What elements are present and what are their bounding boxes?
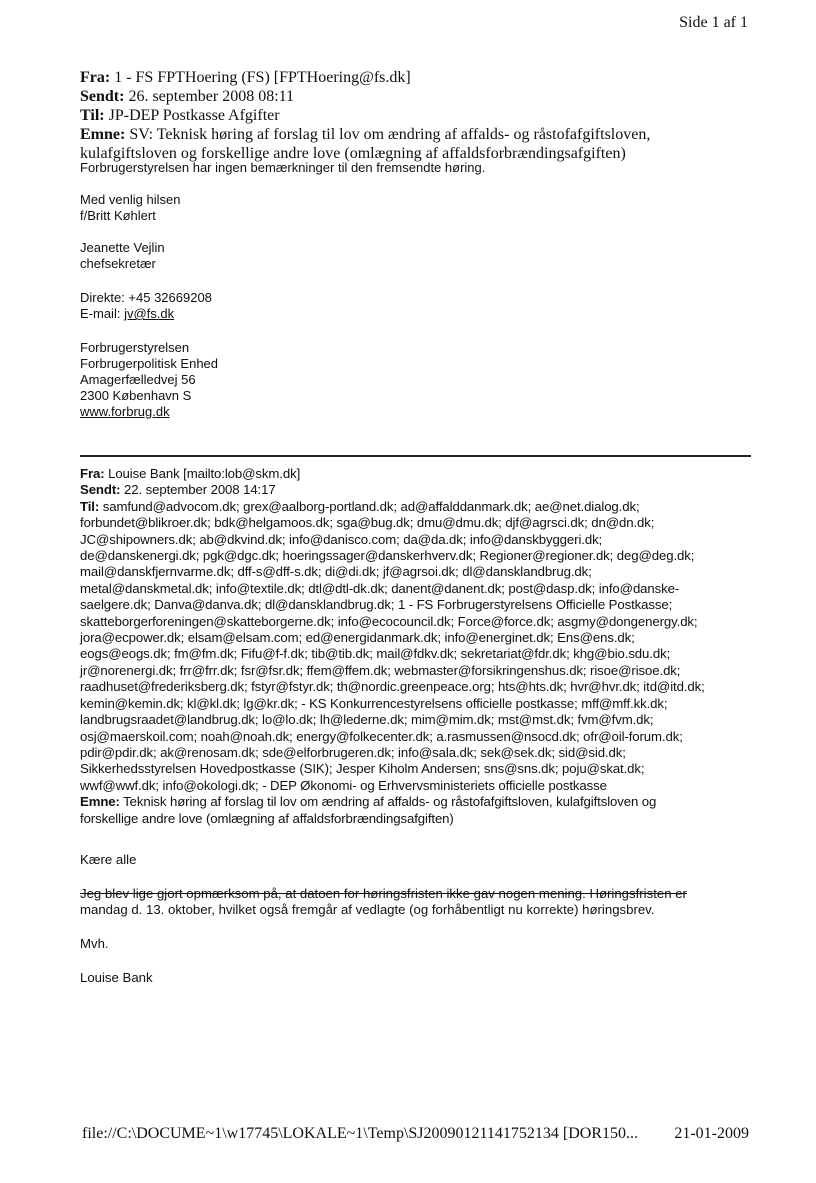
recipient-line: pdir@pdir.dk; ak@renosam.dk; sde@elforbrugeren.dk; info@sala.dk; sek@sek.dk; sid@sid.dk;: [80, 744, 626, 760]
to-label: Til:: [80, 107, 105, 124]
greeting-line: Med venlig hilsen: [80, 192, 181, 207]
from-label: Fra:: [80, 69, 111, 86]
orig-subject-value: Teknisk høring af forslag til lov om ændring af affalds- og råstofafgiftsloven, kulafgiftsloven og: [123, 794, 657, 810]
from-value: 1 - FS FPTHoering (FS) [FPTHoering@fs.dk]: [114, 69, 411, 86]
recipient-line: mail@danskfjernvarme.dk; dff-s@dff-s.dk; di@di.dk; jf@agrsoi.dk; dl@dansklandbrug.dk;: [80, 564, 592, 580]
recipient-line: raadhuset@frederiksberg.dk; fstyr@fstyr.dk; th@nordic.greenpeace.org; hts@hts.dk; hvr@hvr.dk; itd@itd.dk;: [80, 679, 705, 695]
street-address: Amagerfælledvej 56: [80, 372, 196, 387]
postal-address: 2300 København S: [80, 388, 192, 403]
signature-phone: Direkte: +45 32669208: [80, 290, 212, 305]
recipient-line: skatteborgerforeningen@skatteborgerne.dk; info@ecocouncil.dk; Force@force.dk; asgmy@dongenergy.dk;: [80, 613, 698, 629]
signature-name-block: [80, 240, 165, 272]
orig-subject-continuation: forskellige andre love (omlægning af affaldsforbrændingsafgiften): [80, 810, 454, 826]
email-label: E-mail:: [80, 306, 125, 321]
subject-value: SV: Teknisk høring af forslag til lov om ændring af affalds- og råstofafgiftsloven,: [129, 126, 651, 143]
message-paragraph: [80, 886, 687, 918]
sent-value: 26. september 2008 08:11: [128, 88, 295, 105]
page-number: Side 1 af 1: [679, 14, 748, 31]
recipient-line: Sikkerhedsstyrelsen Hovedpostkasse (SIK); Jesper Kiholm Andersen; sns@sns.dk; poju@skat.dk;: [80, 761, 645, 777]
orig-subject-row: [80, 794, 705, 810]
orig-subject-label: Emne:: [80, 794, 120, 810]
orig-sent-value: 22. september 2008 14:17: [124, 482, 276, 498]
recipient-line: landbrugsraadet@landbrug.dk; lo@lo.dk; lh@lederne.dk; mim@mim.dk; mst@mst.dk; fvm@fvm.dk;: [80, 712, 654, 728]
orig-from-row: [80, 466, 705, 482]
footer-file-path: file://C:\DOCUME~1\w17745\LOKALE~1\Temp\SJ20090121141752134 [DOR150...: [82, 1125, 639, 1142]
email-header-original: [80, 466, 705, 827]
greeting-signer: f/Britt Køhlert: [80, 208, 156, 223]
reply-text: Forbrugerstyrelsen har ingen bemærkninger til den fremsendte høring.: [80, 160, 486, 175]
recipient-line: forbundet@blikroer.dk; bdk@helgamoos.dk; sga@bug.dk; dmu@dmu.dk; djf@agrsci.dk; dn@dn.dk;: [80, 515, 655, 531]
recipient-line: saelgere.dk; Danva@danva.dk; dl@dansklandbrug.dk; 1 - FS Forbrugerstyrelsens Officielle Postkasse;: [80, 597, 673, 613]
signature-name: Jeanette Vejlin: [80, 240, 165, 255]
orig-from-label: Fra:: [80, 466, 105, 481]
subject-continuation: kulafgiftsloven og forskellige andre love (omlægning af affaldsforbrændingsafgiften): [80, 145, 626, 162]
recipient-line: metal@danskmetal.dk; info@textile.dk; dtl@dtl-dk.dk; danent@danent.dk; post@dasp.dk; info@danske-: [80, 580, 680, 596]
recipient-line: de@danskenergi.dk; pgk@dgc.dk; hoeringssager@danskerhverv.dk; Regioner@regioner.dk; deg@deg.dk;: [80, 548, 695, 564]
orig-sent-row: [80, 482, 705, 498]
org-unit: Forbrugerpolitisk Enhed: [80, 356, 219, 371]
recipient-line: eogs@eogs.dk; fm@fm.dk; Fifu@f-f.dk; tib@tib.dk; mail@fdkv.dk; sekretariat@fdr.dk; khg@bio.sdu.dk;: [80, 646, 671, 662]
recipient-line: jr@norenergi.dk; frr@frr.dk; fsr@fsr.dk; ffem@ffem.dk; webmaster@forsikringenshus.dk; risoe@risoe.dk;: [80, 662, 681, 678]
closing: Mvh.: [80, 936, 109, 951]
orig-from-value: Louise Bank [mailto:lob@skm.dk]: [108, 466, 301, 481]
signature-title: chefsekretær: [80, 256, 156, 271]
subject-row: [80, 125, 650, 144]
email-link[interactable]: jv@fs.dk: [124, 306, 175, 321]
message-divider: [80, 455, 751, 457]
recipient-line: wwf@wwf.dk; info@okologi.dk; - DEP Økonomi- og Erhvervsministeriets officielle postkasse: [80, 777, 607, 793]
recipient-line: osj@maerskoil.com; noah@noah.dk; energy@folkecenter.dk; a.rasmussen@nsocd.dk; ofr@oil-forum.dk;: [80, 728, 683, 744]
paragraph-line-struck: Jeg blev lige gjort opmærksom på, at datoen for høringsfristen ikke gav nogen mening. Høringsfristen er: [80, 886, 687, 901]
orig-sent-label: Sendt:: [80, 482, 121, 498]
from-row: [80, 68, 650, 87]
sent-label: Sendt:: [80, 88, 125, 105]
recipient-line: jora@ecpower.dk; elsam@elsam.com; ed@energidanmark.dk; info@energinet.dk; Ens@ens.dk;: [80, 630, 635, 646]
to-row: [80, 106, 650, 125]
signature-contact: [80, 290, 212, 322]
orig-to-row: [80, 499, 705, 515]
reply-greeting: [80, 192, 180, 224]
subject-label: Emne:: [80, 126, 126, 143]
recipient-line: JC@shipowners.dk; ab@dkvind.dk; info@danisco.com; da@da.dk; info@danskbyggeri.dk;: [80, 531, 603, 547]
recipient-line: kemin@kemin.dk; kl@kl.dk; lg@kr.dk; - KS Konkurrencestyrelsens officielle postkasse; mff@mff.kk.dk;: [80, 695, 668, 711]
sender-signature: Louise Bank: [80, 970, 153, 985]
website-link[interactable]: www.forbrug.dk: [80, 404, 170, 419]
salutation: Kære alle: [80, 852, 137, 867]
signature-address: [80, 340, 218, 420]
orig-to-label: Til:: [80, 498, 100, 514]
paragraph-line: mandag d. 13. oktober, hvilket også fremgår af vedlagte (og forhåbentligt nu korrekte) høringsbrev.: [80, 902, 655, 917]
website-row: [80, 404, 218, 420]
signature-email-row: [80, 306, 212, 322]
org-name: Forbrugerstyrelsen: [80, 340, 190, 355]
recipient-line: samfund@advocom.dk; grex@aalborg-portland.dk; ad@affalddanmark.dk; ae@net.dialog.dk;: [102, 498, 640, 514]
to-value: JP-DEP Postkasse Afgifter: [108, 107, 280, 124]
sent-row: [80, 87, 650, 106]
email-header-reply: [80, 68, 650, 163]
footer-date: 21-01-2009: [674, 1125, 749, 1142]
